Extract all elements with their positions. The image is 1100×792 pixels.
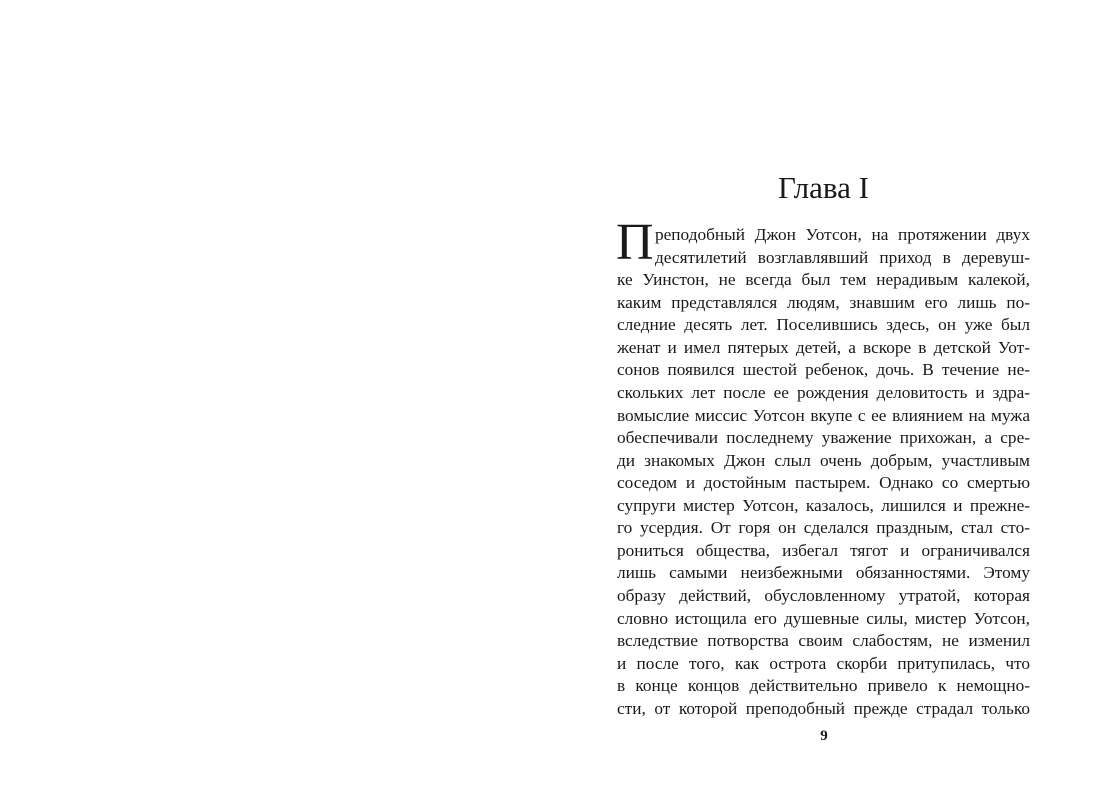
text-line: десятилетий возглавлявший приход в деревуш- [655,247,1030,267]
body-text [617,224,1030,720]
text-line: вследствие потворства своим слабостям, не изменил [617,631,1030,651]
text-line: образу действий, обусловленному утратой, которая [617,586,1030,605]
text-line: ди знакомых Джон слыл очень добрым, участливым [617,450,1030,470]
text-line: сти, от которой преподобный прежде страдал только [617,698,1030,718]
text-line: реподобный Джон Уотсон, на протяжении двух [655,225,1030,244]
text-line: обеспечивали последнему уважение прихожан, а сре- [617,428,1030,448]
text-line: словно истощила его душевные силы, мистер Уотсон, [617,608,1030,628]
page-number: 9 [820,728,828,744]
text-line: женат и имел пятерых детей, а вскоре в детской Уот- [617,337,1030,357]
text-line: каким представлялся людям, знавшим его лишь по- [617,292,1030,312]
text-line: лишь самыми неизбежными обязанностями. Этому [617,563,1030,583]
text-line: супруги мистер Уотсон, казалось, лишился и прежне- [617,495,1030,515]
text-line: вомыслие миссис Уотсон вкупе с ее влиянием на мужа [617,405,1030,425]
text-line: рониться общества, избегал тягот и ограничивался [617,540,1030,560]
text-line: го усердия. От горя он сделался праздным, стал сто- [617,518,1030,538]
text-line: следние десять лет. Поселившись здесь, он уже был [617,315,1030,335]
text-line: сонов появился шестой ребенок, дочь. В течение не- [617,360,1030,380]
text-line: и после того, как острота скорби притупилась, что [617,653,1030,673]
text-line: соседом и достойным пастырем. Однако со смертью [617,473,1030,493]
text-line: ке Уинстон, не всегда был тем нерадивым калекой, [617,270,1030,290]
text-line: в конце концов действительно привело к немощно- [617,676,1030,696]
chapter-title: Глава I [778,170,869,205]
text-line: скольких лет после ее рождения деловитость и здра- [617,382,1030,402]
drop-cap: П [616,214,654,271]
